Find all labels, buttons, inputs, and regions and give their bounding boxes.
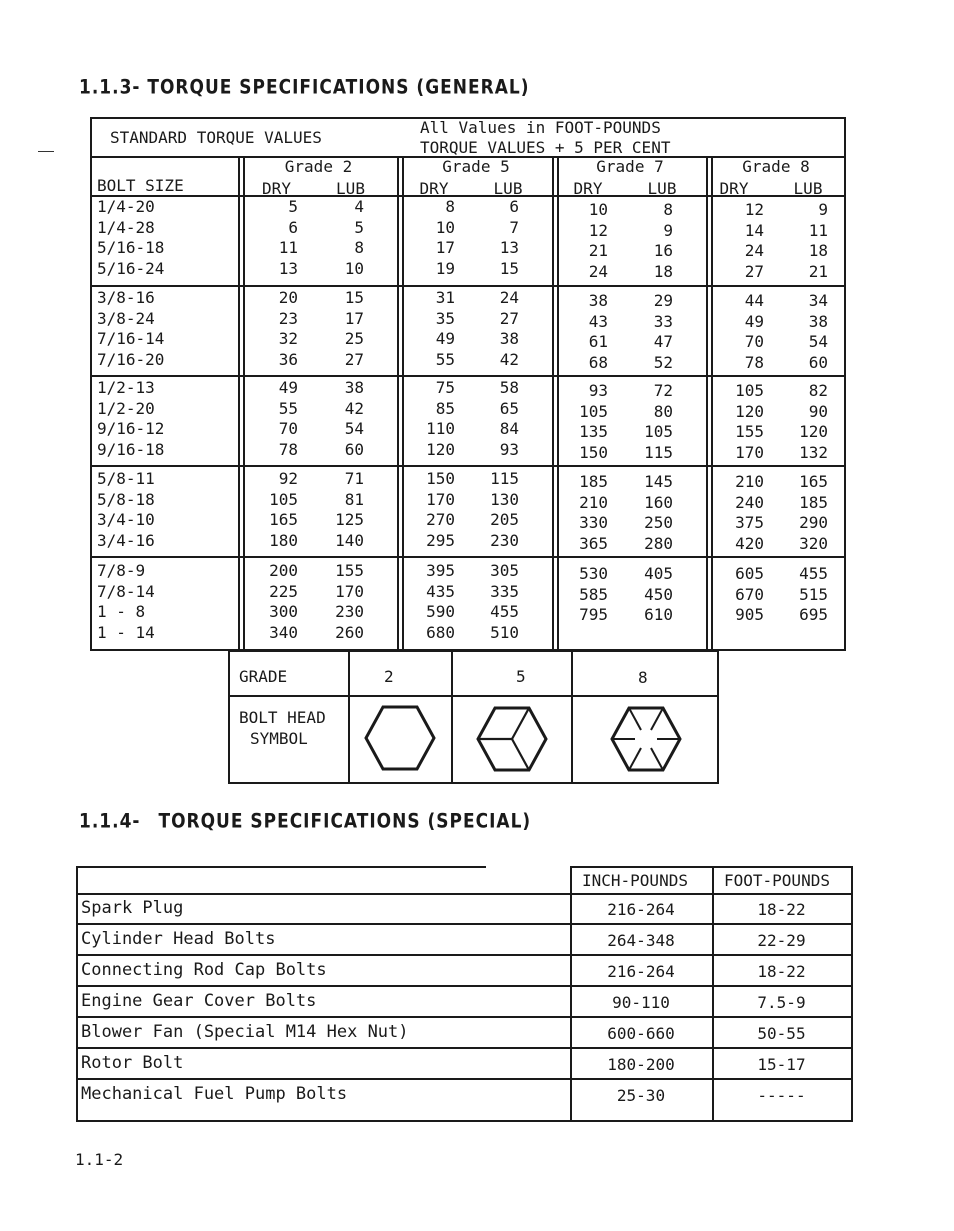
lub-value: 38 bbox=[808, 311, 828, 331]
lub-value: 47 bbox=[653, 332, 673, 351]
dry-value: 31 bbox=[435, 288, 455, 307]
foot-pounds-value: 50-55 bbox=[757, 1024, 806, 1043]
lub-value: 610 bbox=[644, 605, 673, 624]
dry-value: 210 bbox=[579, 492, 608, 512]
dry-value: 905 bbox=[735, 605, 764, 624]
inch-pounds-value: 216-264 bbox=[607, 962, 675, 981]
lub-value: 115 bbox=[490, 469, 519, 488]
dry-value: 24 bbox=[588, 261, 608, 281]
dry-value: 365 bbox=[579, 533, 608, 553]
lub-value: 54 bbox=[808, 332, 828, 351]
foot-pounds-value: 7.5-9 bbox=[757, 993, 806, 1012]
lub-value: 15 bbox=[344, 288, 364, 307]
dry-value: 165 bbox=[269, 510, 298, 529]
dry-value: 295 bbox=[426, 530, 455, 550]
lub-value: 405 bbox=[644, 564, 673, 583]
special-item: Spark Plug bbox=[81, 898, 184, 918]
lub-value: 230 bbox=[490, 530, 519, 550]
dry-value: 135 bbox=[579, 422, 608, 441]
lub-header: LUB bbox=[647, 179, 677, 198]
symbol-grade-5: 5 bbox=[516, 667, 526, 686]
dry-value: 680 bbox=[426, 622, 455, 642]
rule bbox=[76, 985, 853, 987]
lub-value: 165 bbox=[799, 472, 828, 491]
rule bbox=[90, 117, 92, 651]
grade-header-4: Grade 8 bbox=[742, 157, 810, 176]
dry-value: 530 bbox=[579, 564, 608, 583]
dry-header: DRY bbox=[719, 179, 749, 198]
dry-value: 590 bbox=[426, 602, 455, 621]
dry-value: 24 bbox=[744, 241, 764, 260]
bolt-size: 3/4-10 bbox=[97, 510, 155, 529]
inch-pounds-value: 216-264 bbox=[607, 900, 675, 919]
dry-value: 240 bbox=[735, 492, 764, 512]
lub-value: 7 bbox=[509, 217, 519, 237]
lub-value: 42 bbox=[344, 398, 364, 418]
lub-value: 27 bbox=[344, 349, 364, 369]
bolt-size: 1 - 14 bbox=[97, 622, 155, 642]
dry-value: 55 bbox=[278, 398, 298, 418]
lub-value: 11 bbox=[808, 220, 828, 240]
dry-value: 38 bbox=[588, 291, 608, 310]
lub-value: 335 bbox=[490, 581, 519, 601]
dry-value: 93 bbox=[588, 381, 608, 400]
dry-value: 585 bbox=[579, 584, 608, 604]
grade-header-2: Grade 5 bbox=[442, 157, 510, 176]
lub-value: 9 bbox=[818, 200, 828, 219]
rule bbox=[90, 465, 846, 467]
dry-value: 110 bbox=[426, 419, 455, 438]
lub-value: 27 bbox=[499, 308, 519, 328]
dry-value: 10 bbox=[588, 200, 608, 219]
lub-value: 305 bbox=[490, 561, 519, 580]
rule bbox=[552, 156, 554, 650]
lub-value: 15 bbox=[499, 258, 519, 278]
dry-value: 70 bbox=[278, 419, 298, 438]
bolt-size: 9/16-12 bbox=[97, 419, 165, 438]
bolt-size: 5/8-11 bbox=[97, 469, 155, 488]
rule bbox=[90, 285, 846, 287]
dry-value: 150 bbox=[579, 442, 608, 462]
lub-value: 13 bbox=[499, 238, 519, 257]
lub-value: 160 bbox=[644, 492, 673, 512]
bolt-size: 1/4-20 bbox=[97, 197, 155, 216]
dry-value: 155 bbox=[735, 422, 764, 441]
dry-value: 105 bbox=[579, 401, 608, 421]
lub-value: 130 bbox=[490, 489, 519, 509]
bolt-size: 3/4-16 bbox=[97, 530, 155, 550]
lub-value: 105 bbox=[644, 422, 673, 441]
foot-pounds-header: FOOT-POUNDS bbox=[724, 871, 830, 890]
rule bbox=[844, 117, 846, 651]
dry-value: 435 bbox=[426, 581, 455, 601]
lub-value: 16 bbox=[653, 241, 673, 260]
dry-value: 19 bbox=[435, 258, 455, 278]
special-item: Connecting Rod Cap Bolts bbox=[81, 960, 327, 980]
bolt-size: 7/8-14 bbox=[97, 581, 155, 601]
lub-value: 54 bbox=[344, 419, 364, 438]
lub-value: 21 bbox=[808, 261, 828, 281]
dry-value: 12 bbox=[744, 200, 764, 219]
bolt-size: 9/16-18 bbox=[97, 439, 165, 459]
hexagon-three-line-icon bbox=[474, 703, 550, 775]
lub-value: 115 bbox=[644, 442, 673, 462]
dry-value: 49 bbox=[744, 311, 764, 331]
lub-value: 34 bbox=[808, 291, 828, 310]
dry-value: 85 bbox=[435, 398, 455, 418]
lub-value: 72 bbox=[653, 381, 673, 400]
dry-value: 49 bbox=[278, 378, 298, 397]
plain-hexagon-icon bbox=[362, 702, 438, 774]
dry-value: 795 bbox=[579, 605, 608, 624]
dry-value: 78 bbox=[744, 352, 764, 372]
lub-header: LUB bbox=[793, 179, 823, 198]
rule bbox=[228, 650, 719, 652]
lub-value: 250 bbox=[644, 513, 673, 532]
lub-value: 80 bbox=[653, 401, 673, 421]
dry-value: 36 bbox=[278, 349, 298, 369]
rule bbox=[90, 556, 846, 558]
dry-value: 12 bbox=[588, 220, 608, 240]
dry-value: 120 bbox=[426, 439, 455, 459]
lub-value: 24 bbox=[499, 288, 519, 307]
lub-value: 25 bbox=[344, 329, 364, 348]
lub-value: 17 bbox=[344, 308, 364, 328]
lub-value: 695 bbox=[799, 605, 828, 624]
bolt-size: 1 - 8 bbox=[97, 602, 146, 621]
lub-value: 82 bbox=[808, 381, 828, 400]
dry-value: 375 bbox=[735, 513, 764, 532]
special-item: Blower Fan (Special M14 Hex Nut) bbox=[81, 1022, 409, 1042]
dry-value: 120 bbox=[735, 401, 764, 421]
foot-pounds-value: ----- bbox=[757, 1086, 806, 1105]
rule bbox=[76, 1078, 853, 1080]
bolt-size: 3/8-16 bbox=[97, 288, 155, 307]
rule bbox=[228, 782, 719, 784]
lub-value: 71 bbox=[344, 469, 364, 488]
lub-value: 10 bbox=[344, 258, 364, 278]
rule bbox=[90, 375, 846, 377]
lub-value: 5 bbox=[354, 217, 364, 237]
bolt-size: 7/16-20 bbox=[97, 349, 165, 369]
lub-value: 58 bbox=[499, 378, 519, 397]
standard-torque-label: STANDARD TORQUE VALUES bbox=[110, 128, 322, 147]
dry-value: 420 bbox=[735, 533, 764, 553]
rule bbox=[711, 156, 713, 650]
lub-value: 6 bbox=[509, 197, 519, 216]
dry-value: 6 bbox=[288, 217, 298, 237]
rule bbox=[706, 156, 708, 650]
dry-value: 395 bbox=[426, 561, 455, 580]
dry-value: 43 bbox=[588, 311, 608, 331]
lub-value: 33 bbox=[653, 311, 673, 331]
page-number: 1.1-2 bbox=[75, 1150, 124, 1169]
rule bbox=[76, 1120, 853, 1122]
bolt-size: 1/2-13 bbox=[97, 378, 155, 397]
dry-value: 185 bbox=[579, 472, 608, 491]
lub-value: 38 bbox=[344, 378, 364, 397]
rule bbox=[76, 923, 853, 925]
dry-value: 55 bbox=[435, 349, 455, 369]
dry-value: 13 bbox=[278, 258, 298, 278]
lub-value: 60 bbox=[808, 352, 828, 372]
dry-value: 35 bbox=[435, 308, 455, 328]
dry-value: 44 bbox=[744, 291, 764, 310]
foot-pounds-value: 22-29 bbox=[757, 931, 806, 950]
rule bbox=[571, 650, 573, 784]
lub-value: 140 bbox=[335, 530, 364, 550]
dry-value: 78 bbox=[278, 439, 298, 459]
lub-value: 125 bbox=[335, 510, 364, 529]
dry-value: 75 bbox=[435, 378, 455, 397]
dry-value: 170 bbox=[735, 442, 764, 462]
lub-value: 450 bbox=[644, 584, 673, 604]
bolt-size: 5/8-18 bbox=[97, 489, 155, 509]
dry-value: 180 bbox=[269, 530, 298, 550]
lub-value: 38 bbox=[499, 329, 519, 348]
special-heading-title: TORQUE SPECIFICATIONS (SPECIAL) bbox=[158, 810, 532, 833]
lub-value: 4 bbox=[354, 197, 364, 216]
lub-value: 8 bbox=[354, 238, 364, 257]
dry-value: 92 bbox=[278, 469, 298, 488]
inch-pounds-value: 25-30 bbox=[616, 1086, 666, 1105]
dry-value: 20 bbox=[278, 288, 298, 307]
lub-value: 145 bbox=[644, 472, 673, 491]
lub-value: 132 bbox=[799, 442, 828, 462]
lub-value: 93 bbox=[499, 439, 519, 459]
lub-value: 90 bbox=[808, 401, 828, 421]
lub-value: 52 bbox=[653, 352, 673, 372]
lub-value: 155 bbox=[335, 561, 364, 580]
dry-value: 14 bbox=[744, 220, 764, 240]
bolt-size: 5/16-24 bbox=[97, 258, 165, 278]
lub-value: 29 bbox=[653, 291, 673, 310]
rule bbox=[238, 156, 240, 650]
lub-header: LUB bbox=[493, 179, 523, 198]
bolt-size: 1/2-20 bbox=[97, 398, 155, 418]
rule bbox=[76, 866, 78, 1120]
lub-value: 280 bbox=[644, 533, 673, 553]
dry-header: DRY bbox=[419, 179, 449, 198]
rule bbox=[243, 156, 245, 650]
dry-value: 225 bbox=[269, 581, 298, 601]
special-item: Mechanical Fuel Pump Bolts bbox=[81, 1084, 348, 1104]
rule bbox=[402, 156, 404, 650]
inch-pounds-value: 180-200 bbox=[607, 1055, 675, 1074]
dry-header: DRY bbox=[573, 179, 603, 198]
units-line-1: All Values in FOOT-POUNDS bbox=[420, 118, 661, 137]
foot-pounds-value: 18-22 bbox=[757, 962, 806, 981]
lub-value: 42 bbox=[499, 349, 519, 369]
dry-value: 11 bbox=[278, 238, 298, 257]
lub-value: 260 bbox=[335, 622, 364, 642]
dry-value: 150 bbox=[426, 469, 455, 488]
lub-value: 8 bbox=[663, 200, 673, 219]
dry-value: 21 bbox=[588, 241, 608, 260]
special-item: Rotor Bolt bbox=[81, 1053, 184, 1073]
rule bbox=[76, 1047, 853, 1049]
foot-pounds-value: 15-17 bbox=[757, 1055, 806, 1074]
dry-value: 70 bbox=[744, 332, 764, 351]
symbol-grade-2: 2 bbox=[384, 667, 394, 686]
lub-value: 60 bbox=[344, 439, 364, 459]
dry-value: 340 bbox=[269, 622, 298, 642]
rule bbox=[228, 650, 230, 784]
dry-value: 5 bbox=[288, 197, 298, 216]
lub-value: 185 bbox=[799, 492, 828, 512]
dry-value: 23 bbox=[278, 308, 298, 328]
lub-value: 9 bbox=[663, 220, 673, 240]
dry-value: 49 bbox=[435, 329, 455, 348]
special-heading bbox=[79, 810, 531, 833]
dry-header: DRY bbox=[262, 179, 291, 198]
bolt-size: 7/16-14 bbox=[97, 329, 165, 348]
inch-pounds-value: 90-110 bbox=[612, 993, 670, 1012]
dry-value: 605 bbox=[735, 564, 764, 583]
lub-value: 81 bbox=[344, 489, 364, 509]
dry-value: 32 bbox=[278, 329, 298, 348]
lub-value: 18 bbox=[653, 261, 673, 281]
bolt-size: 5/16-18 bbox=[97, 238, 165, 257]
lub-value: 120 bbox=[799, 422, 828, 441]
dry-value: 17 bbox=[435, 238, 455, 257]
lub-value: 515 bbox=[799, 584, 828, 604]
dry-value: 105 bbox=[269, 489, 298, 509]
rule bbox=[397, 156, 399, 650]
bolt-size: 7/8-9 bbox=[97, 561, 146, 580]
rule bbox=[76, 954, 853, 956]
bolt-size: 1/4-28 bbox=[97, 217, 155, 237]
units-line-2: TORQUE VALUES + 5 PER CENT bbox=[420, 138, 671, 157]
dry-value: 68 bbox=[588, 352, 608, 372]
rule bbox=[228, 695, 719, 697]
bolt-size-header: BOLT SIZE bbox=[97, 176, 184, 195]
lub-value: 320 bbox=[799, 533, 828, 553]
grade-header-3: Grade 7 bbox=[596, 157, 664, 176]
lub-value: 290 bbox=[799, 513, 828, 532]
inch-pounds-value: 600-660 bbox=[607, 1024, 675, 1043]
dry-value: 61 bbox=[588, 332, 608, 351]
inch-pounds-value: 264-348 bbox=[607, 931, 675, 950]
dry-value: 8 bbox=[445, 197, 455, 216]
dry-value: 170 bbox=[426, 489, 455, 509]
hexagon-six-line-icon bbox=[608, 703, 684, 775]
lub-value: 84 bbox=[499, 419, 519, 438]
foot-pounds-value: 18-22 bbox=[757, 900, 806, 919]
rule bbox=[76, 893, 853, 895]
grade-label: GRADE bbox=[239, 667, 288, 686]
rule bbox=[348, 650, 350, 784]
inch-pounds-header: INCH-POUNDS bbox=[582, 871, 688, 890]
rule bbox=[851, 866, 853, 1120]
rule bbox=[570, 866, 851, 868]
lub-header: LUB bbox=[336, 179, 365, 198]
lub-value: 65 bbox=[499, 398, 519, 418]
dry-value: 10 bbox=[435, 217, 455, 237]
special-heading-number: 1.1.4- bbox=[79, 810, 141, 833]
dry-value: 200 bbox=[269, 561, 298, 580]
lub-value: 510 bbox=[490, 622, 519, 642]
symbol-grade-8: 8 bbox=[638, 668, 648, 687]
rule bbox=[76, 866, 486, 868]
rule bbox=[451, 650, 453, 784]
dry-value: 27 bbox=[744, 261, 764, 281]
lub-value: 170 bbox=[335, 581, 364, 601]
grade-header-1: Grade 2 bbox=[284, 157, 353, 176]
rule bbox=[717, 650, 719, 784]
lub-value: 455 bbox=[799, 564, 828, 583]
symbol-label: SYMBOL bbox=[250, 729, 308, 748]
rule bbox=[76, 1016, 853, 1018]
general-heading: 1.1.3- TORQUE SPECIFICATIONS (GENERAL) bbox=[79, 76, 530, 99]
margin-mark bbox=[38, 151, 54, 152]
special-item: Engine Gear Cover Bolts bbox=[81, 991, 317, 1011]
dry-value: 105 bbox=[735, 381, 764, 400]
dry-value: 300 bbox=[269, 602, 298, 621]
lub-value: 455 bbox=[490, 602, 519, 621]
special-item: Cylinder Head Bolts bbox=[81, 929, 276, 949]
dry-value: 270 bbox=[426, 510, 455, 529]
dry-value: 330 bbox=[579, 513, 608, 532]
bolt-size: 3/8-24 bbox=[97, 308, 155, 328]
dry-value: 210 bbox=[735, 472, 764, 491]
lub-value: 230 bbox=[335, 602, 364, 621]
dry-value: 670 bbox=[735, 584, 764, 604]
lub-value: 205 bbox=[490, 510, 519, 529]
lub-value: 18 bbox=[808, 241, 828, 260]
bolt-head-label: BOLT HEAD bbox=[239, 708, 326, 727]
